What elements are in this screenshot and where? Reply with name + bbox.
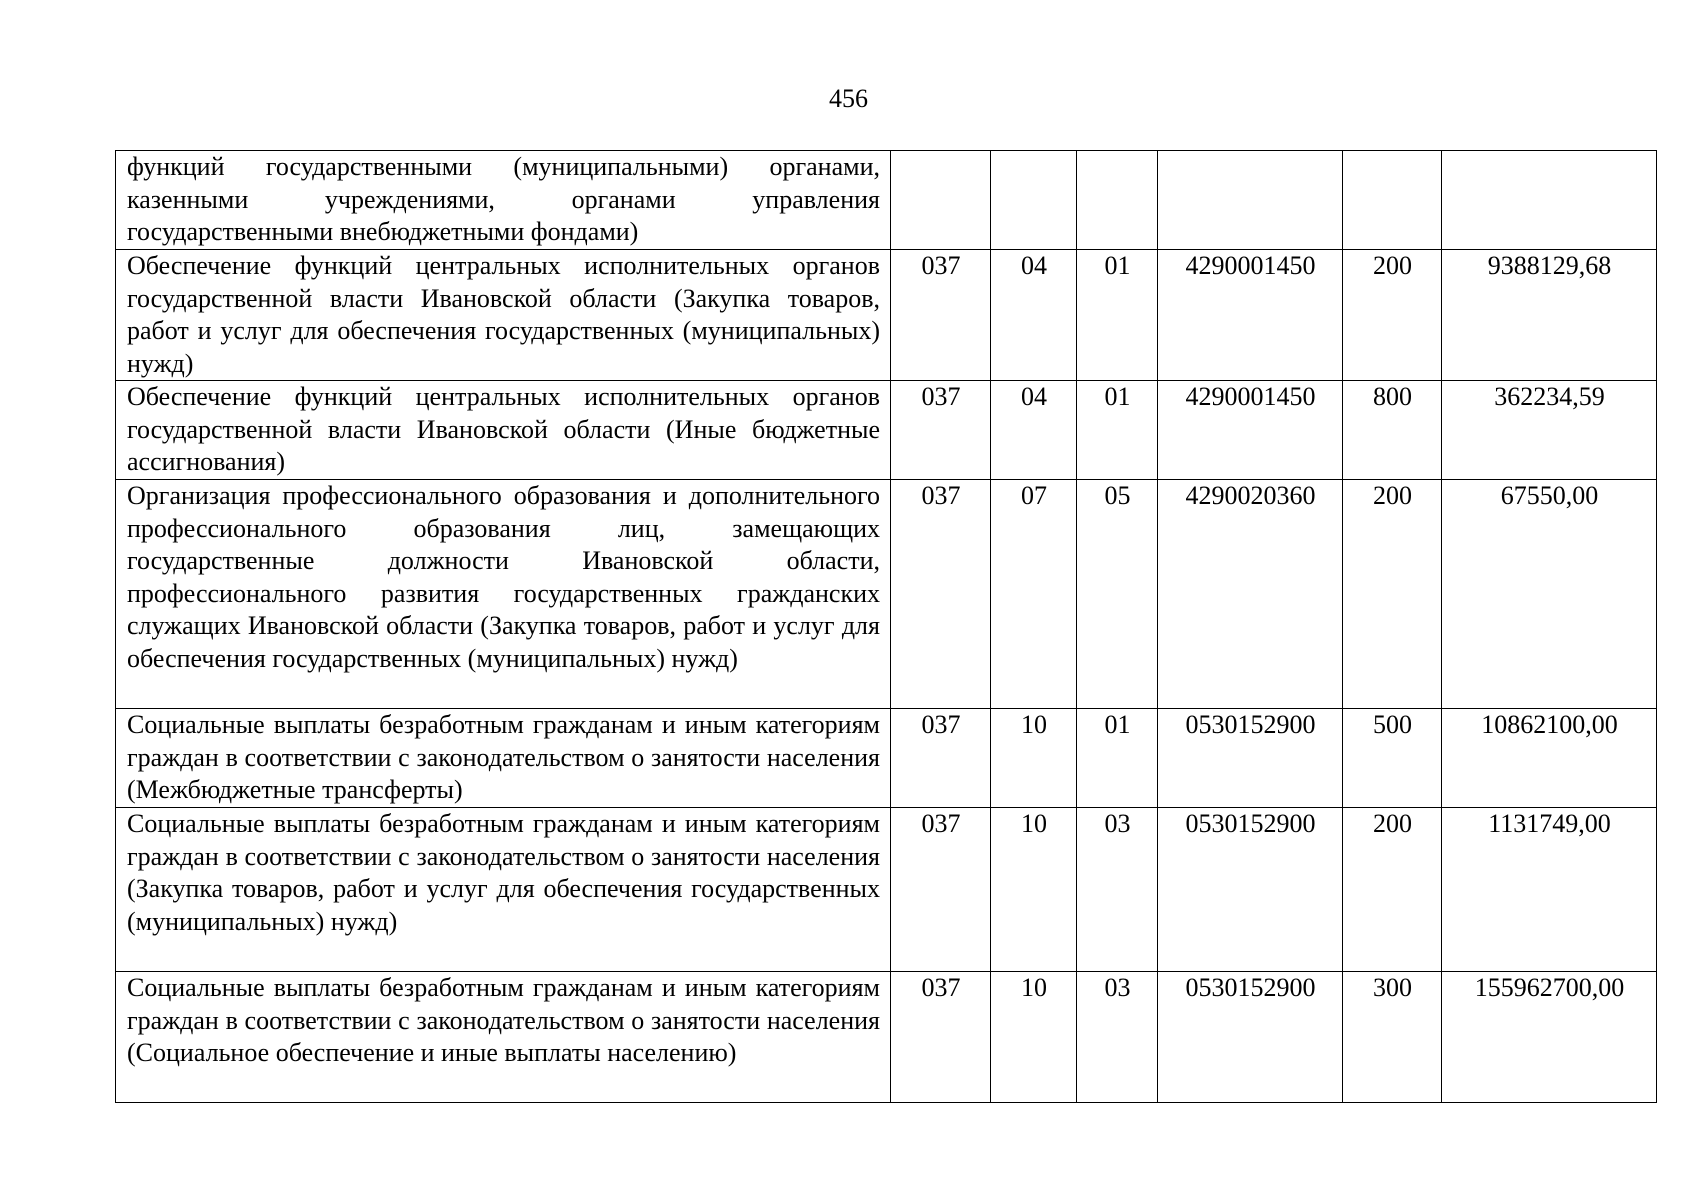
- subsection-code: 01: [1077, 250, 1158, 381]
- subsection-code: 05: [1077, 480, 1158, 709]
- subsection-code: 03: [1077, 808, 1158, 972]
- subsection-code: 03: [1077, 972, 1158, 1103]
- row-description: Социальные выплаты безработным гражданам и иным категориям граждан в соответствии с законодательством о занятости населения (Межбюджетные трансферты): [116, 709, 891, 808]
- amount-value: 10862100,00: [1442, 709, 1657, 808]
- expense-type-code: 800: [1343, 381, 1442, 480]
- table-row: [116, 250, 1657, 381]
- amount-value: [1442, 151, 1657, 250]
- table-row: [116, 972, 1657, 1103]
- section-code: 10: [991, 709, 1077, 808]
- section-code: 04: [991, 250, 1077, 381]
- section-code: 07: [991, 480, 1077, 709]
- expense-type-code: 300: [1343, 972, 1442, 1103]
- amount-value: 155962700,00: [1442, 972, 1657, 1103]
- ministry-code: 037: [891, 709, 991, 808]
- section-code: 10: [991, 972, 1077, 1103]
- row-description: Обеспечение функций центральных исполнительных органов государственной власти Ивановской области (Иные бюджетные ассигнования): [116, 381, 891, 480]
- budget-table: [115, 150, 1657, 1103]
- expense-type-code: 200: [1343, 250, 1442, 381]
- target-article-code: 0530152900: [1158, 709, 1343, 808]
- ministry-code: 037: [891, 808, 991, 972]
- amount-value: 1131749,00: [1442, 808, 1657, 972]
- expense-type-code: 500: [1343, 709, 1442, 808]
- row-description: Обеспечение функций центральных исполнительных органов государственной власти Ивановской области (Закупка товаров, работ и услуг для обеспечения государственных (муниципальных) нужд): [116, 250, 891, 381]
- amount-value: 362234,59: [1442, 381, 1657, 480]
- section-code: 04: [991, 381, 1077, 480]
- expense-type-code: [1343, 151, 1442, 250]
- amount-value: 67550,00: [1442, 480, 1657, 709]
- target-article-code: 4290001450: [1158, 381, 1343, 480]
- table-row: [116, 381, 1657, 480]
- ministry-code: [891, 151, 991, 250]
- table-row: [116, 151, 1657, 250]
- target-article-code: [1158, 151, 1343, 250]
- target-article-code: 4290001450: [1158, 250, 1343, 381]
- subsection-code: [1077, 151, 1158, 250]
- row-description: Организация профессионального образования и дополнительного профессионального образования лиц, замещающих государственные должности Ивановской области, профессионального развития государственных гражданских служащих Ивановской области (Закупка товаров, работ и услуг для обеспечения государственных (муниципальных) нужд): [116, 480, 891, 709]
- row-description: Социальные выплаты безработным гражданам и иным категориям граждан в соответствии с законодательством о занятости населения (Закупка товаров, работ и услуг для обеспечения государственных (муниципальных) нужд): [116, 808, 891, 972]
- target-article-code: 0530152900: [1158, 808, 1343, 972]
- ministry-code: 037: [891, 972, 991, 1103]
- amount-value: 9388129,68: [1442, 250, 1657, 381]
- expense-type-code: 200: [1343, 808, 1442, 972]
- target-article-code: 0530152900: [1158, 972, 1343, 1103]
- page-number: 456: [829, 84, 868, 113]
- ministry-code: 037: [891, 381, 991, 480]
- row-description: Социальные выплаты безработным гражданам и иным категориям граждан в соответствии с законодательством о занятости населения (Социальное обеспечение и иные выплаты населению): [116, 972, 891, 1103]
- subsection-code: 01: [1077, 709, 1158, 808]
- target-article-code: 4290020360: [1158, 480, 1343, 709]
- section-code: 10: [991, 808, 1077, 972]
- ministry-code: 037: [891, 480, 991, 709]
- row-description: функций государственными (муниципальными) органами, казенными учреждениями, органами управления государственными внебюджетными фондами): [116, 151, 891, 250]
- table-row: [116, 480, 1657, 709]
- expense-type-code: 200: [1343, 480, 1442, 709]
- table-row: [116, 709, 1657, 808]
- table-row: [116, 808, 1657, 972]
- subsection-code: 01: [1077, 381, 1158, 480]
- ministry-code: 037: [891, 250, 991, 381]
- section-code: [991, 151, 1077, 250]
